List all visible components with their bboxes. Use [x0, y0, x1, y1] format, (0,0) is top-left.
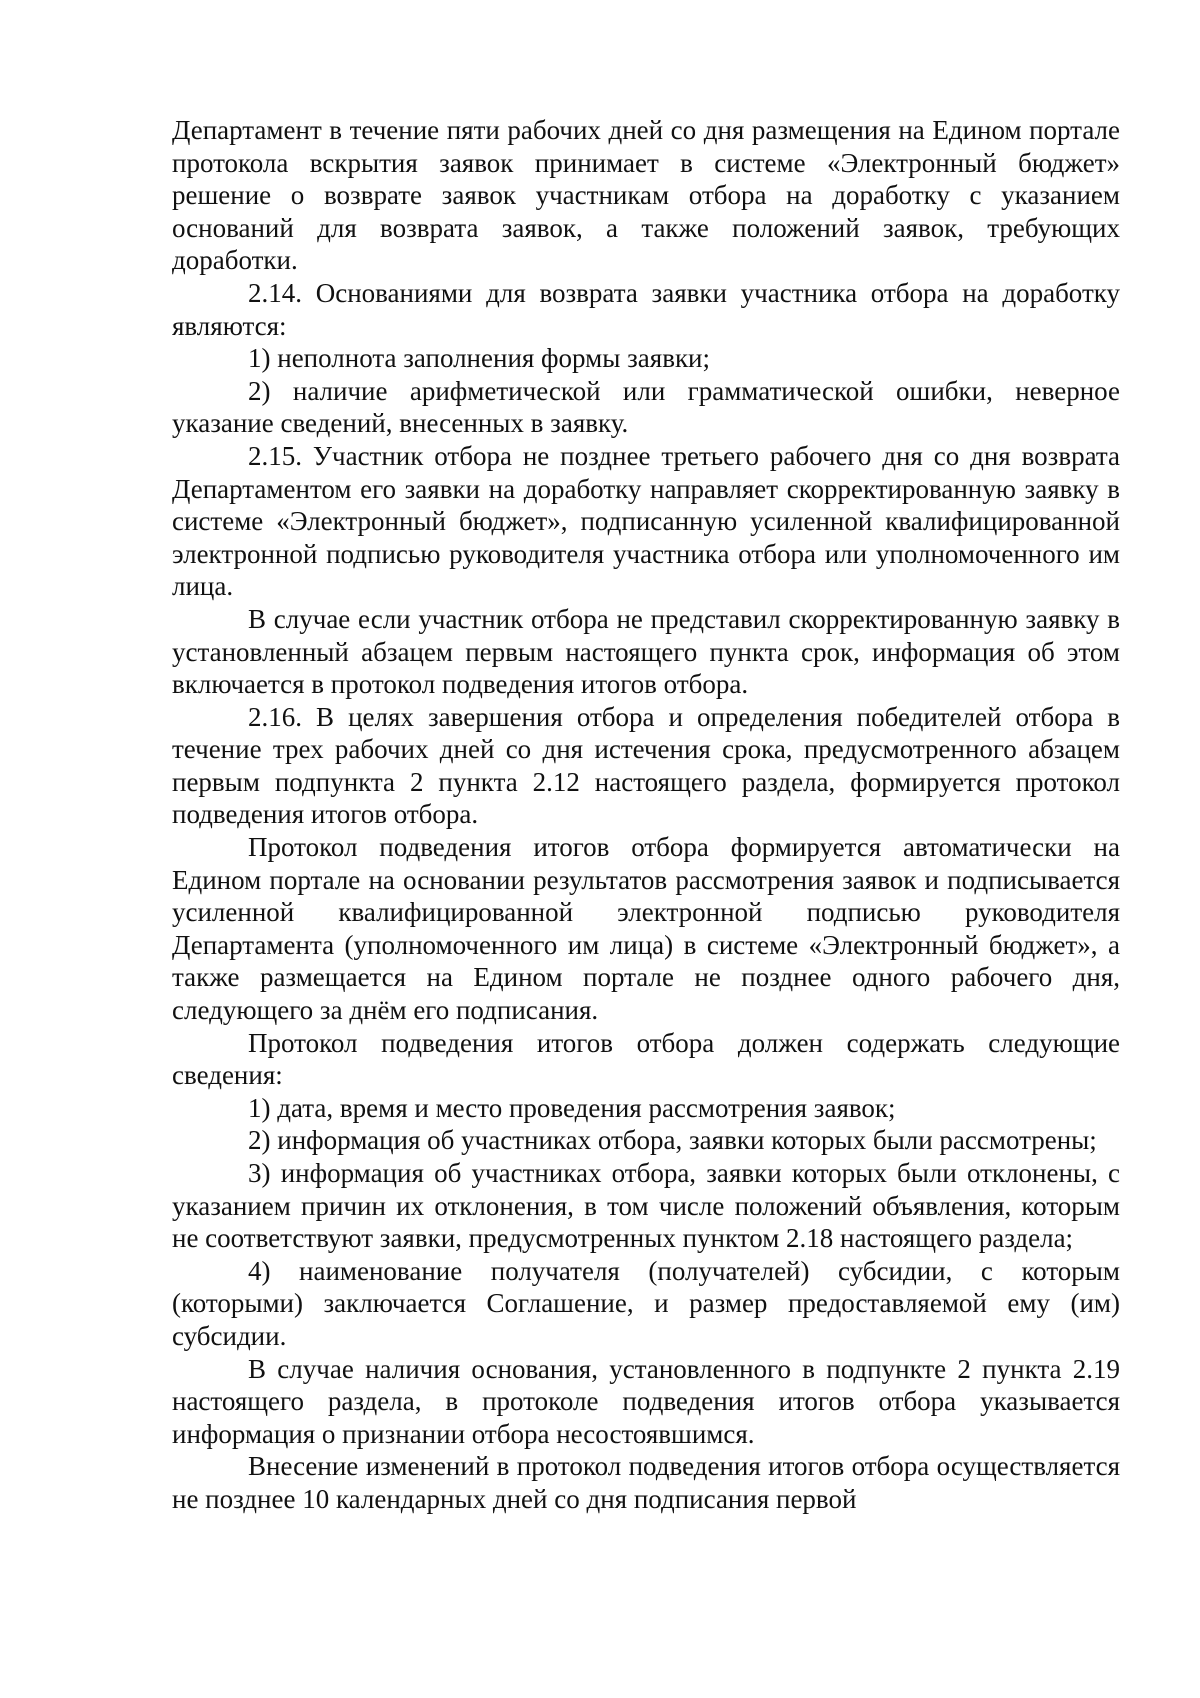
list-item-2-14-1: 1) неполнота заполнения формы заявки;	[248, 343, 711, 374]
paragraph-protocol-contents: Протокол подведения итогов отбора должен содержать следующие сведения:	[172, 1027, 1120, 1091]
paragraph-selection-failed: В случае наличия основания, установленного в подпункте 2 пункта 2.19 настоящего раздела, в протоколе подведения итогов отбора указывается информация о признании отбора несостоявшимся.	[172, 1353, 1120, 1449]
document-body	[172, 114, 1120, 1516]
paragraph-2-14: 2.14. Основаниями для возврата заявки участника отбора на доработку являются:	[172, 277, 1120, 341]
list-item-protocol-3: 3) информация об участниках отбора, заявки которых были отклонены, с указанием причин их отклонения, в том числе положений объявления, которым не соответствуют заявки, предусмотренных пунктом 2.18 настоящего раздела;	[172, 1158, 1120, 1254]
list-item-protocol-2: 2) информация об участниках отбора, заявки которых были рассмотрены;	[248, 1125, 1097, 1156]
paragraph-2-15: 2.15. Участник отбора не позднее третьего рабочего дня со дня возврата Департаментом его заявки на доработку направляет скорректированную заявку в системе «Электронный бюджет», подписанную усиленной квалифицированной электронной подписью руководителя участника отбора или уполномоченного им лица.	[172, 440, 1120, 602]
list-item-protocol-4: 4) наименование получателя (получателей) субсидии, с которым (которыми) заключается Соглашение, и размер предоставляемой ему (им) субсидии.	[172, 1255, 1120, 1351]
paragraph-2-16: 2.16. В целях завершения отбора и определения победителей отбора в течение трех рабочих дней со дня истечения срока, предусмотренного абзацем первым подпункта 2 пункта 2.12 настоящего раздела, формируется протокол подведения итогов отбора.	[172, 701, 1120, 830]
list-item-2-14-2: 2) наличие арифметической или грамматической ошибки, неверное указание сведений, внесенных в заявку.	[172, 375, 1120, 439]
paragraph-protocol-formation: Протокол подведения итогов отбора формируется автоматически на Едином портале на основании результатов рассмотрения заявок и подписывается усиленной квалифицированной электронной подписью руководителя Департамента (уполномоченного им лица) в системе «Электронный бюджет», а также размещается на Едином портале не позднее одного рабочего дня, следующего за днём его подписания.	[172, 832, 1120, 1026]
list-item-protocol-1: 1) дата, время и место проведения рассмотрения заявок;	[248, 1092, 896, 1123]
paragraph-department-decision: Департамент в течение пяти рабочих дней со дня размещения на Едином портале протокола вскрытия заявок принимает в системе «Электронный бюджет» решение о возврате заявок участникам отбора на доработку с указанием оснований для возврата заявок, а также положений заявок, требующих доработки.	[172, 115, 1120, 276]
paragraph-2-15-non-submission: В случае если участник отбора не представил скорректированную заявку в установленный абзацем первым настоящего пункта срок, информация об этом включается в протокол подведения итогов отбора.	[172, 603, 1120, 700]
paragraph-protocol-amendments: Внесение изменений в протокол подведения итогов отбора осуществляется не позднее 10 календарных дней со дня подписания первой	[172, 1451, 1120, 1514]
